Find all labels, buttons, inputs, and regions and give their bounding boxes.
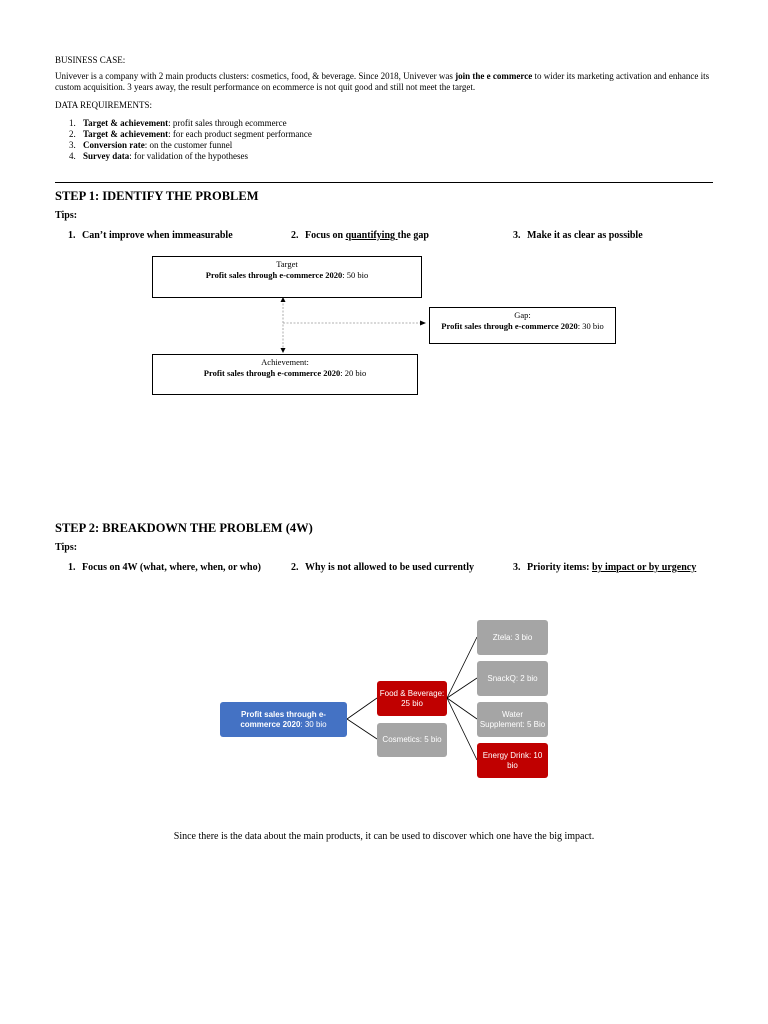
root-node [220,702,347,737]
arrow-up-icon [281,297,286,302]
tip-number: 1. [68,230,76,241]
tip-number: 2. [291,562,299,573]
arrow-right-icon [420,321,426,326]
achievement-metric: Profit sales through e-commerce 2020 [203,368,341,378]
tip-number: 3. [513,230,521,241]
target-amount: : 50 bio [342,270,369,280]
ztela-node: Ztela: 3 bio [477,620,548,655]
water-supplement-node: Water Supplement: 5 Bio [477,702,548,737]
tip-text-end: the gap [397,230,429,241]
root-node-metric: Profit sales through e-commerce 2020 [240,709,326,729]
business-case-text-bold: join the e commerce [455,71,533,81]
connector-root-cosmetics [347,719,377,739]
business-case-heading: BUSINESS CASE: [55,55,126,65]
list-number: 4. [69,151,76,161]
step1-title: STEP 1: IDENTIFY THE PROBLEM [55,189,259,203]
connector-food-energy [447,698,477,760]
arrow-down-icon [281,348,286,353]
step2-tips-label: Tips: [55,542,78,553]
food-beverage-node: Food & Beverage: 25 bio [377,681,447,716]
tip-text: Priority items: [527,562,592,573]
list-number: 3. [69,140,76,150]
step2-title: STEP 2: BREAKDOWN THE PROBLEM (4W) [55,521,313,535]
tip-text: Why is not allowed to be used currently [305,562,474,573]
step2-tip-2 [291,562,501,574]
tip-text: Can’t improve when immeasurable [82,230,233,241]
step2-tip-3 [513,562,723,574]
tip-number: 1. [68,562,76,573]
list-item-text: : on the customer funnel [144,140,233,150]
tip-text: Focus on 4W (what, where, when, or who) [82,562,261,573]
connector-food-ztela [447,637,477,698]
tip-number: 3. [513,562,521,573]
business-case-text-end: to wider its marketing activation and enhance its custom acquisition. 3 years away, the result performance on ecommerce is not quit good and still not meet the target. [55,71,710,92]
list-number: 2. [69,129,76,139]
tip-text: Focus on [305,230,346,241]
root-node-amount: : 30 bio [300,719,327,729]
snackq-node: SnackQ: 2 bio [477,661,548,696]
list-number: 1. [69,118,76,128]
connector-root-food [347,698,377,719]
list-item-text: : for validation of the hypotheses [129,151,248,161]
step2-tip-1 [68,562,268,574]
list-item-text: : profit sales through ecommerce [168,118,287,128]
list-item-bold: Conversion rate [83,140,145,150]
list-item-bold: Target & achievement [83,118,169,128]
conclusion-text: Since there is the data about the main products, it can be used to discover which one have the big impact. [173,831,595,842]
list-item-text: : for each product segment performance [168,129,312,139]
tip-text: Make it as clear as possible [527,230,643,241]
energy-drink-node: Energy Drink: 10 bio [477,743,548,778]
achievement-amount: : 20 bio [340,368,367,378]
tip-text-underlined: quantifying [345,230,398,241]
business-case-text-start: Univever is a company with 2 main products clusters: cosmetics, food, & beverage. Since 2018, Univever was [55,71,456,81]
step1-connectors [0,0,768,420]
step1-tips-label: Tips: [55,210,78,221]
data-requirements-heading: DATA REQUIREMENTS: [55,100,153,110]
list-item-bold: Survey data [83,151,130,161]
tip-text-underlined: by impact or by urgency [591,562,697,573]
list-item-bold: Target & achievement [83,129,169,139]
gap-amount: : 30 bio [577,321,604,331]
target-metric: Profit sales through e-commerce 2020 [205,270,343,280]
tip-number: 2. [291,230,299,241]
achievement-label: Achievement: [261,357,309,367]
target-label: Target [276,259,298,269]
cosmetics-node: Cosmetics: 5 bio [377,723,447,757]
gap-label: Gap: [514,310,531,320]
connector-food-water [447,698,477,719]
gap-metric: Profit sales through e-commerce 2020 [441,321,578,331]
